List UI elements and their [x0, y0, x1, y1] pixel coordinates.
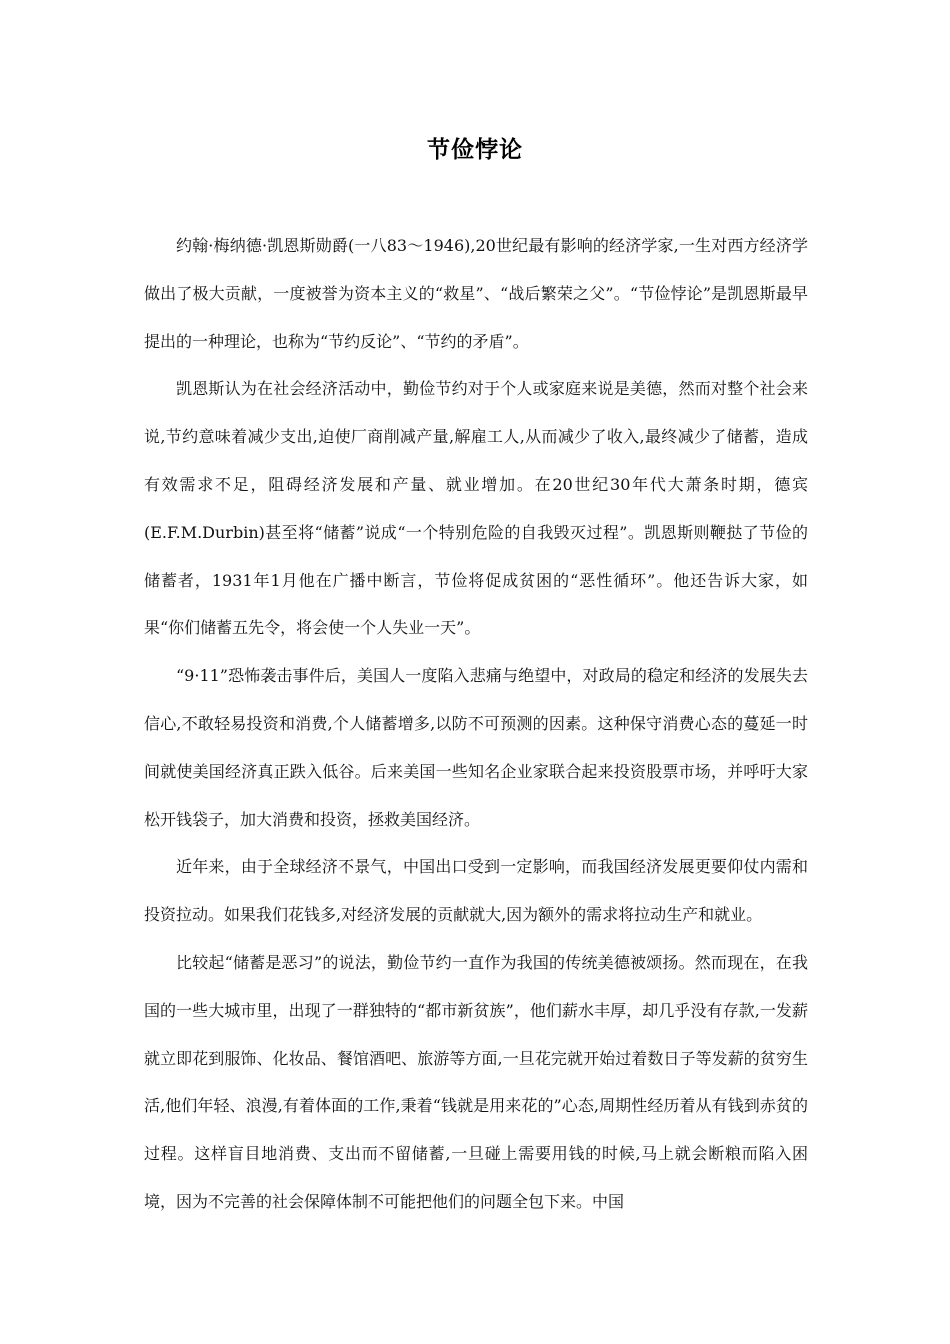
paragraph-keynes-intro: 约翰·梅纳德·凯恩斯勋爵(一八83～1946),20世纪最有影响的经济学家,一生对西方经济学做出了极大贡献，一度被誉为资本主义的“救星”、“战后繁荣之父”。“节俭悖论”是凯恩斯最早提出的一种理论，也称为“节约反论”、“节约的矛盾”。 — [144, 236, 808, 351]
paragraph-china-demand: 近年来，由于全球经济不景气，中国出口受到一定影响，而我国经济发展更要仰仗内需和投资拉动。如果我们花钱多,对经济发展的贡献就大,因为额外的需求将拉动生产和就业。 — [144, 857, 808, 925]
document-body — [144, 222, 808, 1226]
paragraph-urban-poor: 比较起“储蓄是恶习”的说法，勤俭节约一直作为我国的传统美德被颂扬。然而现在，在我国的一些大城市里，出现了一群独特的“都市新贫族”，他们薪水丰厚，却几乎没有存款,一发薪就立即花到服饰、化妆品、餐馆酒吧、旅游等方面,一旦花完就开始过着数日子等发薪的贫穷生活,他们年轻、浪漫,有着体面的工作,秉着“钱就是用来花的”心态,周期性经历着从有钱到赤贫的过程。这样盲目地消费、支出而不留储蓄,一旦碰上需要用钱的时候,马上就会断粮而陷入困境，因为不完善的社会保障体制不可能把他们的问题全包下来。中国 — [144, 952, 808, 1211]
paragraph-911-example: “9·11”恐怖袭击事件后，美国人一度陷入悲痛与绝望中，对政局的稳定和经济的发展失去信心,不敢轻易投资和消费,个人储蓄增多,以防不可预测的因素。这种保守消费心态的蔓延一时间就使美国经济真正跌入低谷。后来美国一些知名企业家联合起来投资股票市场，并呼吁大家松开钱袋子，加大消费和投资，拯救美国经济。 — [144, 666, 808, 829]
document-title: 节俭悖论 — [427, 137, 523, 163]
paragraph-keynes-view: 凯恩斯认为在社会经济活动中，勤俭节约对于个人或家庭来说是美德，然而对整个社会来说,节约意味着减少支出,迫使厂商削减产量,解雇工人,从而减少了收入,最终减少了储蓄，造成有效需求不足，阻碍经济发展和产量、就业增加。在20世纪30年代大萧条时期，德宾(E.F.M.Durbin)甚至将“储蓄”说成“一个特别危险的自我毁灭过程”。凯恩斯则鞭挞了节俭的储蓄者，1931年1月他在广播中断言，节俭将促成贫困的“恶性循环”。他还告诉大家，如果“你们储蓄五先令，将会使一个人失业一天”。 — [144, 379, 808, 638]
